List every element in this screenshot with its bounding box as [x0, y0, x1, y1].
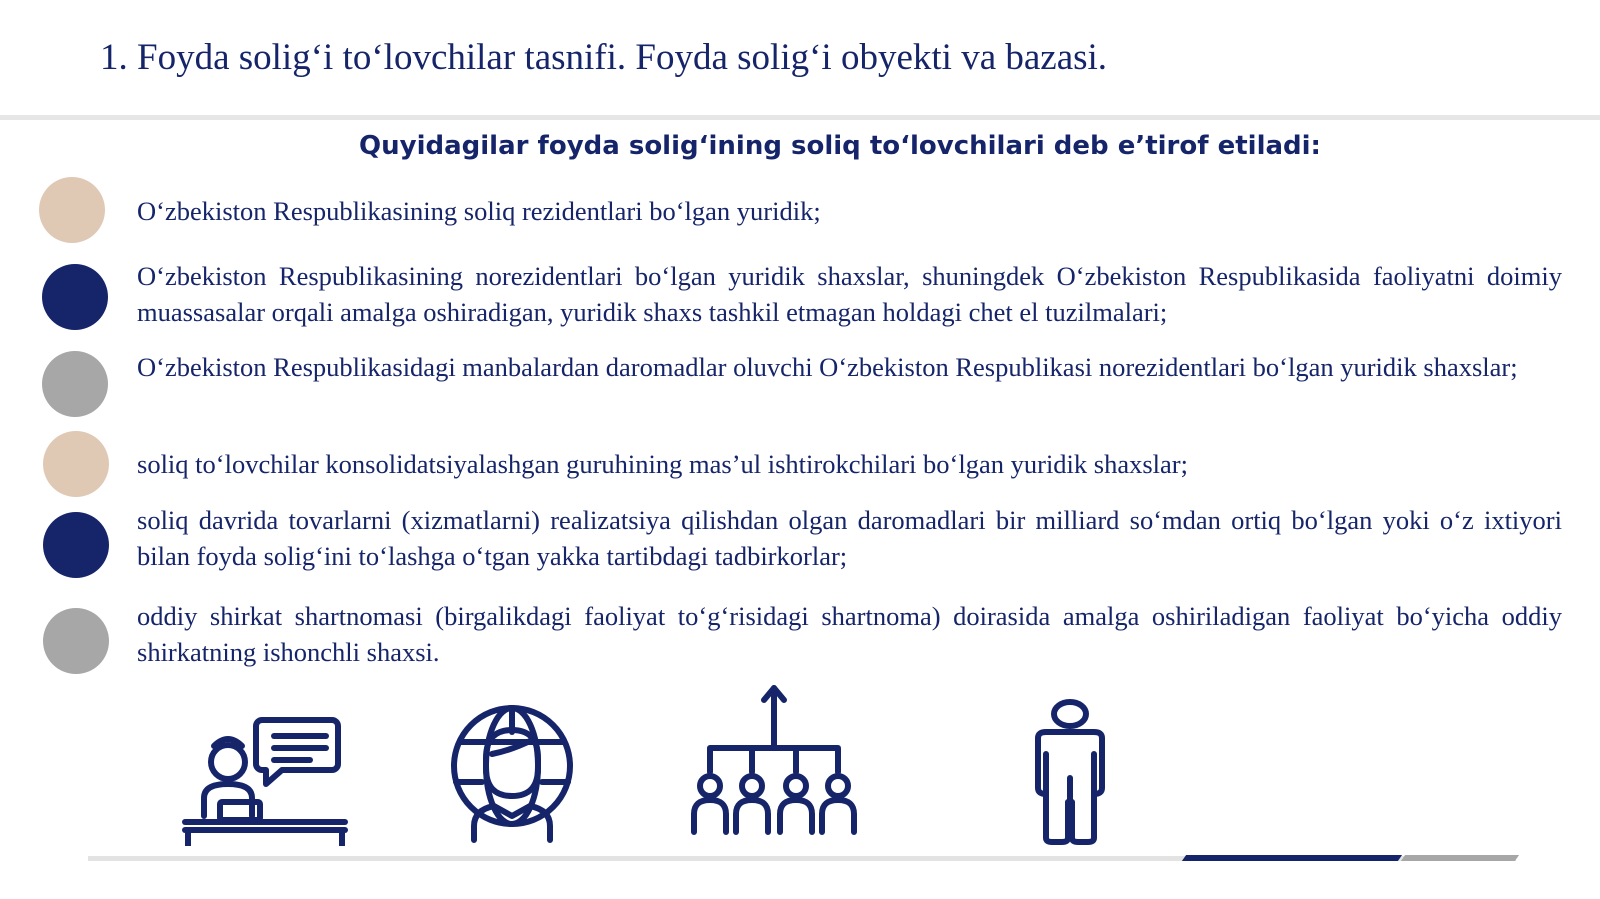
- list-item-text: O‘zbekiston Respublikasining norezidentlari bo‘lgan yuridik shaxslar, shuningdek O‘zbekiston Respublikasida faoliyatni doimiy muassasalar orqali amalga oshiradigan, yuridik shaxs tashkil etmagan holdagi chet el tuzilmalari;: [137, 261, 1562, 327]
- group-hierarchy-icon: [690, 682, 860, 848]
- list-item-text: O‘zbekiston Respublikasining soliq rezidentlari bo‘lgan yuridik;: [137, 196, 821, 226]
- list-item-text: soliq davrida tovarlarni (xizmatlarni) realizatsiya qilishdan olgan daromadlari bir milliard so‘mdan ortiq bo‘lgan yoki o‘z ixtiyori bilan foyda solig‘ini to‘lashga o‘tgan yakka tartibdagi tadbirkorlar;: [137, 505, 1562, 571]
- list-item-text: oddiy shirkat shartnomasi (birgalikdagi faoliyat to‘g‘risidagi shartnoma) doirasida amalga oshiriladigan faoliyat bo‘yicha oddiy shirkatning ishonchli shaxsi.: [137, 601, 1562, 667]
- section-subheading: Quyidagilar foyda solig‘ining soliq to‘lovchilari deb e’tirof etiladi:: [359, 131, 1321, 161]
- bullet-dot: [42, 351, 108, 417]
- bullet-dot: [43, 608, 109, 674]
- footer-gray-bar: [1401, 855, 1519, 861]
- list-item-text: O‘zbekiston Respublikasidagi manbalardan daromadlar oluvchi O‘zbekiston Respublikasi norezidentlari bo‘lgan yuridik shaxslar;: [137, 352, 1518, 382]
- bullet-dot: [43, 431, 109, 497]
- bullet-dot: [42, 264, 108, 330]
- bullet-dot: [43, 512, 109, 578]
- person-icon: [1018, 698, 1122, 848]
- title-divider: [0, 115, 1600, 120]
- slide-title: 1. Foyda solig‘i to‘lovchilar tasnifi. Foyda solig‘i obyekti va bazasi.: [100, 37, 1108, 78]
- bullet-dot: [39, 177, 105, 243]
- illustration-icons: [0, 690, 1600, 860]
- list-item-text: soliq to‘lovchilar konsolidatsiyalashgan guruhining mas’ul ishtirokchilari bo‘lgan yuridik shaxslar;: [137, 449, 1188, 479]
- consultant-at-desk-icon: [182, 716, 352, 846]
- footer-accent-bar: [1182, 855, 1402, 861]
- global-person-icon: [448, 700, 578, 846]
